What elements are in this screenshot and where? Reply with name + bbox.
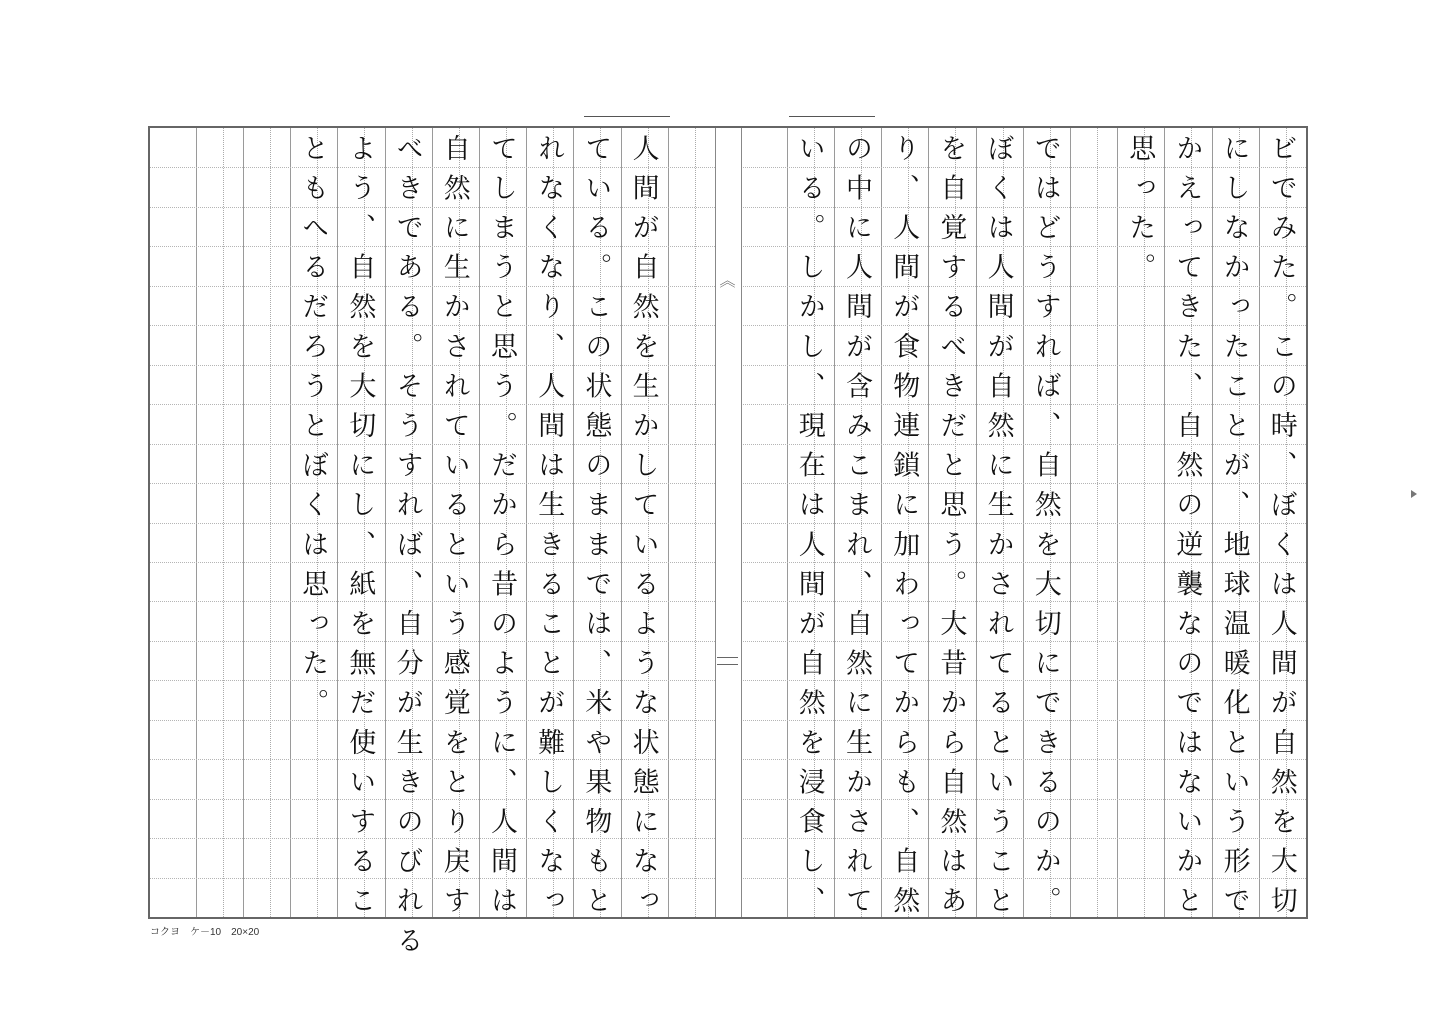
paper-footer-label: コクヨ ケ－10 20×20 bbox=[150, 927, 260, 938]
essay-column-text: いる。しかし、現在は人間が自然を浸食し、 bbox=[793, 134, 825, 926]
essay-column-text: 人間が自然を生かしているような状態になっ bbox=[627, 134, 659, 926]
essay-column-text: ている。この状態のままでは、米や果物もと bbox=[580, 134, 612, 926]
essay-column-text: にしなかったことが、地球温暖化という形で bbox=[1218, 134, 1250, 926]
essay-column-text: べきである。そうすれば、自分が生きのびれる bbox=[391, 134, 423, 966]
name-underline-left bbox=[584, 116, 670, 117]
center-fold-mark bbox=[717, 657, 738, 665]
essay-column-text: ではどうすれば、自然を大切にできるのか。 bbox=[1029, 134, 1061, 926]
page-arrow-icon bbox=[1411, 490, 1417, 498]
essay-column-text: を自覚するべきだと思う。大昔から自然はあ bbox=[935, 134, 967, 926]
essay-column-text: ビでみた。この時、ぼくは人間が自然を大切 bbox=[1265, 134, 1297, 926]
fishtail-mark-icon: ︽ bbox=[719, 271, 736, 290]
essay-column-text: ともへるだろうとぼくは思った。 bbox=[297, 134, 329, 728]
essay-column-text: 思った。 bbox=[1124, 134, 1156, 293]
essay-column-text: 自然に生かされているという感覚をとり戻す bbox=[438, 134, 470, 926]
center-binding-gutter bbox=[715, 128, 742, 917]
essay-column-text: の中に人間が含みこまれ、自然に生かされて bbox=[841, 134, 872, 926]
essay-column-text: てしまうと思う。だから昔のように、人間は bbox=[486, 134, 517, 926]
essay-column-text: れなくなり、人間は生きることが難しくなっ bbox=[533, 134, 565, 926]
essay-column-text: り、人間が食物連鎖に加わってからも、自然 bbox=[888, 134, 920, 926]
name-underline-right bbox=[789, 116, 875, 117]
essay-column-text: かえってきた、自然の逆襲なのではないかと bbox=[1171, 134, 1203, 926]
essay-column-text: ぼくは人間が自然に生かされてるということ bbox=[982, 134, 1014, 926]
essay-column-text: よう、自然を大切にし、紙を無だ使いするこ bbox=[344, 134, 376, 926]
